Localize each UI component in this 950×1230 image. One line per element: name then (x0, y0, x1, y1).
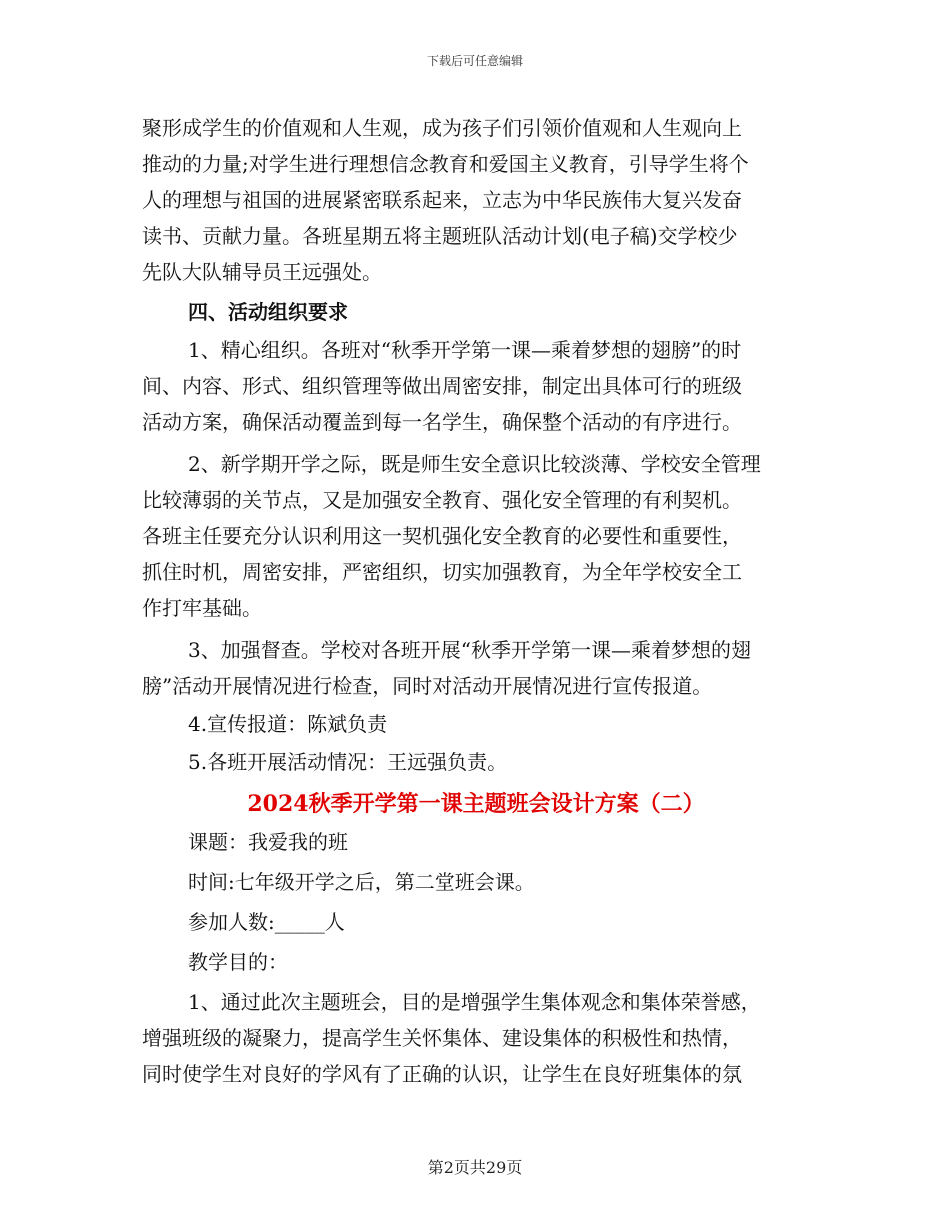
document-body (142, 110, 810, 1092)
paragraph: 4.宣传报道：陈斌负责 (188, 712, 388, 736)
paragraph: 1、通过此次主题班会，目的是增强学生集体观念和集体荣誉感， 增强班级的凝聚力，提高学生关怀集体、建设集体的积极性和热情， 同时使学生对良好的学风有了正确的认识，让学生在良好班集体的氛 (142, 990, 761, 1086)
section-heading: 四、活动组织要求 (188, 300, 348, 324)
paragraph: 课题：我爱我的班 (188, 830, 348, 854)
paragraph: 5.各班开展活动情况：王远强负责。 (188, 750, 508, 774)
paragraph: 1、精心组织。各班对“秋季开学第一课—乘着梦想的翅膀”的时 间、内容、形式、组织管理等做出周密安排，制定出具体可行的班级 活动方案，确保活动覆盖到每一名学生，确保整个活动的有序进行。 (142, 338, 742, 434)
section-title: 2024秋季开学第一课主题班会设计方案（二） (247, 791, 705, 817)
paragraph: 2、新学期开学之际，既是师生安全意识比较淡薄、学校安全管理 比较薄弱的关节点，又是加强安全教育、强化安全管理的有利契机。 各班主任要充分认识利用这一契机强化安全教育的必要性和重要性， 抓住时机，周密安排，严密组织，切实加强教育，为全年学校安全工 作打牢基础。 (142, 452, 761, 620)
paragraph: 3、加强督查。学校对各班开展“秋季开学第一课—乘着梦想的翅 膀”活动开展情况进行检查，同时对活动开展情况进行宣传报道。 (142, 638, 751, 698)
paragraph: 教学目的： (188, 950, 288, 974)
page-footer: 第2页共29页 (427, 1158, 523, 1177)
paragraph: 参加人数:_____人 (188, 910, 345, 934)
page-header: 下载后可任意编辑 (426, 54, 523, 68)
paragraph: 时间:七年级开学之后，第二堂班会课。 (188, 870, 535, 894)
paragraph: 聚形成学生的价值观和人生观，成为孩子们引领价值观和人生观向上 推动的力量;对学生进行理想信念教育和爱国主义教育，引导学生将个 人的理想与祖国的进展紧密联系起来，立志为中华民族伟大复兴发奋 读书、贡献力量。各班星期五将主题班队活动计划(电子稿)交学校少 先队大队辅导员王远强处。 (142, 116, 749, 284)
